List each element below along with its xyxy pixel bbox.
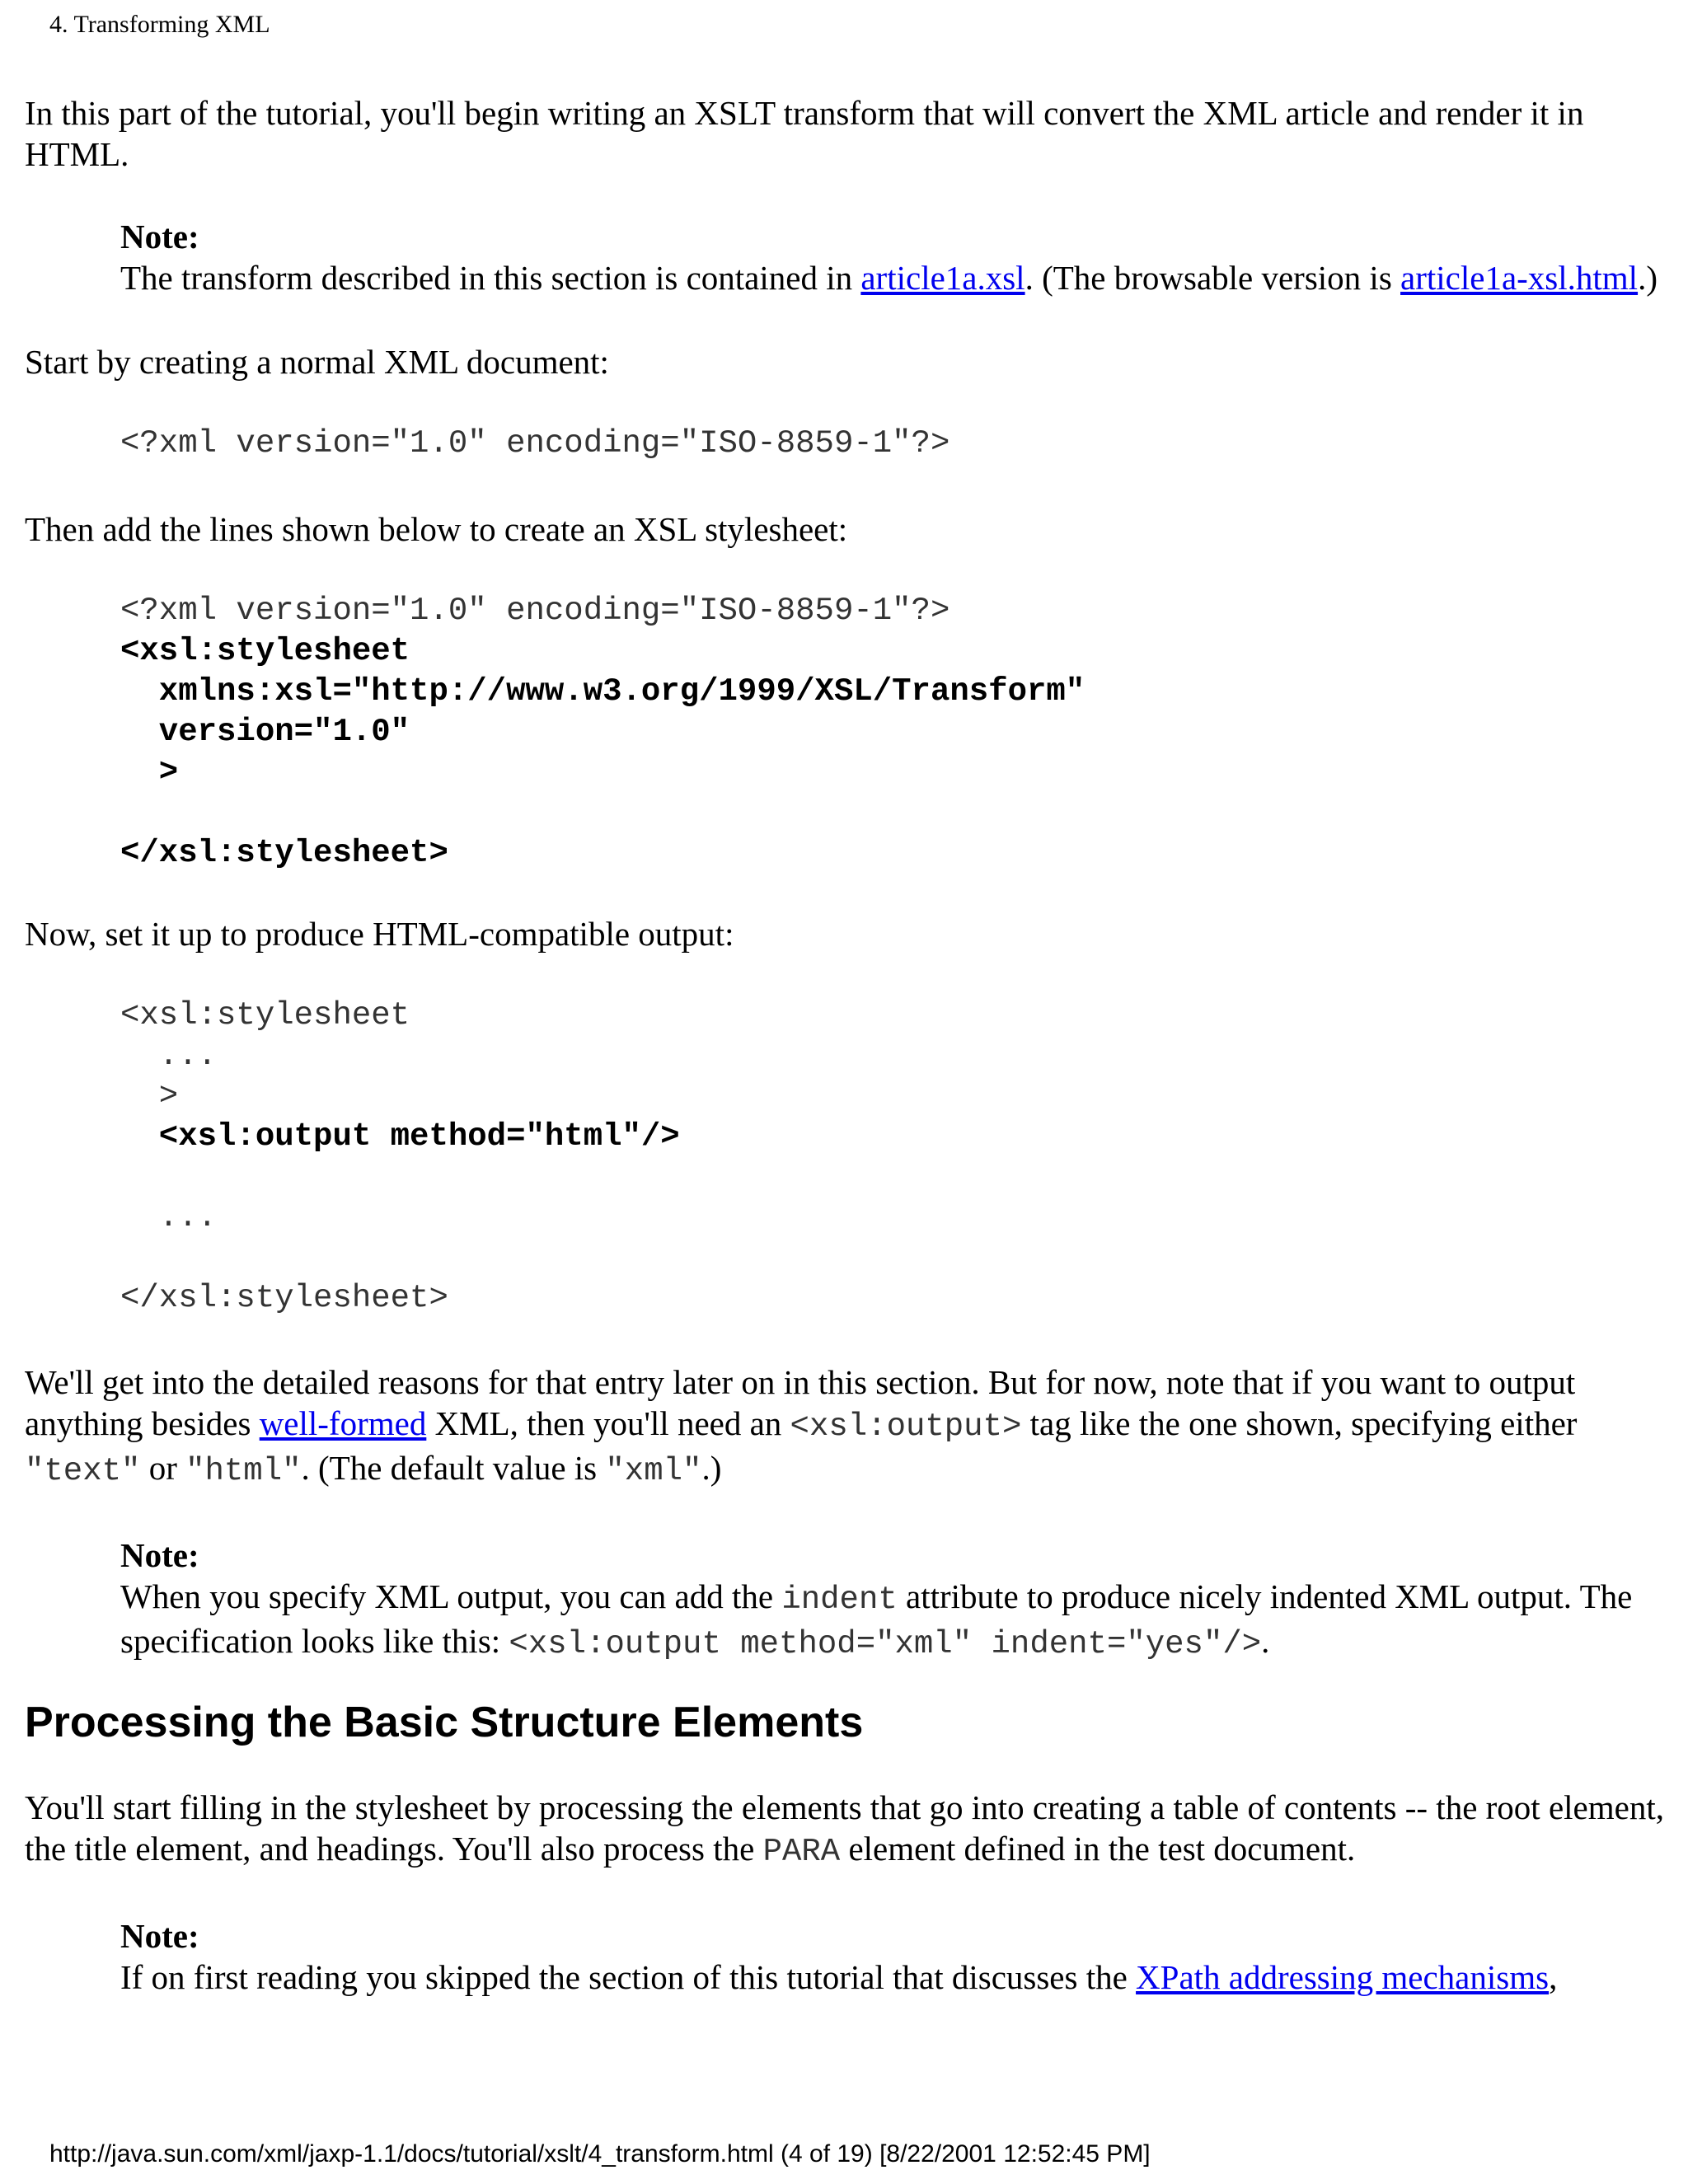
note-file-reference xyxy=(120,216,1665,298)
code-line: ... xyxy=(120,1199,218,1235)
inline-code: <xsl:output method="xml" indent="yes"/> xyxy=(509,1626,1262,1662)
inline-code: "xml" xyxy=(605,1453,702,1489)
text-run: or xyxy=(140,1449,186,1487)
intro-paragraph: In this part of the tutorial, you'll begin writing an XSLT transform that will convert the XML article and render it in HTML. xyxy=(25,94,1584,173)
step-add-stylesheet: Then add the lines shown below to create an XSL stylesheet: xyxy=(25,510,848,548)
text-run: tag like the one shown, specifying either xyxy=(1021,1404,1578,1442)
note-label: Note: xyxy=(120,1536,199,1574)
code-line-bold: > xyxy=(120,754,179,790)
code-xml-declaration xyxy=(120,424,1665,464)
section-intro-paragraph xyxy=(25,1787,1665,1872)
text-run: element defined in the test document. xyxy=(840,1830,1356,1868)
xpath-addressing-link[interactable]: XPath addressing mechanisms xyxy=(1136,1958,1550,1996)
text-run: XML, then you'll need an xyxy=(426,1404,790,1442)
code-line: <?xml version="1.0" encoding="ISO-8859-1"?> xyxy=(120,593,950,629)
code-line-bold: </xsl:stylesheet> xyxy=(120,835,448,871)
code-line: > xyxy=(120,1078,179,1114)
code-line-bold: version="1.0" xyxy=(120,714,410,750)
code-line: <?xml version="1.0" encoding="ISO-8859-1"?> xyxy=(120,425,950,462)
note-text: When you specify XML output, you can add the xyxy=(120,1577,782,1615)
note-text: The transform described in this section is contained in xyxy=(120,259,861,297)
step-create-document: Start by creating a normal XML document: xyxy=(25,343,609,381)
inline-code: indent xyxy=(781,1582,898,1618)
note-text: .) xyxy=(1638,259,1658,297)
note-indent-attribute xyxy=(120,1535,1665,1665)
code-line-bold: xmlns:xsl="http://www.w3.org/1999/XSL/Transform" xyxy=(120,673,1085,710)
article1a-xsl-link[interactable]: article1a.xsl xyxy=(860,259,1025,297)
text-run: .) xyxy=(701,1449,722,1487)
inline-code: PARA xyxy=(762,1834,841,1870)
note-text: If on first reading you skipped the section of this tutorial that discusses the xyxy=(120,1958,1137,1996)
article1a-xsl-html-link[interactable]: article1a-xsl.html xyxy=(1400,259,1639,297)
inline-code: "text" xyxy=(25,1453,141,1489)
inline-code: <xsl:output> xyxy=(790,1408,1022,1445)
page-header: 4. Transforming XML xyxy=(49,11,270,38)
code-line-bold: <xsl:output method="html"/> xyxy=(120,1118,680,1155)
step-html-output: Now, set it up to produce HTML-compatible output: xyxy=(25,915,734,953)
code-line: </xsl:stylesheet> xyxy=(120,1280,448,1316)
text-run: We'll get into the detailed reasons for that entry later on in this section. But for now, note that if you want to output anything besides xyxy=(25,1363,1576,1442)
well-formed-link[interactable]: well-formed xyxy=(259,1404,427,1442)
code-line: <xsl:stylesheet xyxy=(120,997,410,1033)
note-xpath xyxy=(120,1915,1665,1998)
code-line: ... xyxy=(120,1038,218,1074)
document-body xyxy=(25,92,1665,1998)
code-stylesheet-skeleton xyxy=(120,591,1665,874)
inline-code: "html" xyxy=(185,1453,302,1489)
note-text: attribute to produce nicely indented XML output. The specification looks like this: xyxy=(120,1577,1633,1660)
text-run: . (The default value is xyxy=(301,1449,606,1487)
code-output-method xyxy=(120,996,1665,1319)
page-footer-url: http://java.sun.com/xml/jaxp-1.1/docs/tutorial/xslt/4_transform.html (4 of 19) [8/22/2001 12:52:45 PM] xyxy=(49,2140,1151,2168)
text-run: You'll start filling in the stylesheet by processing the elements that go into creating a table of contents -- the root element, the title element, and headings. You'll also process the xyxy=(25,1788,1664,1868)
note-text: , xyxy=(1549,1958,1558,1996)
note-label: Note: xyxy=(120,1917,199,1955)
section-heading: Processing the Basic Structure Elements xyxy=(25,1699,864,1746)
code-line-bold: <xsl:stylesheet xyxy=(120,633,410,669)
note-text: . xyxy=(1261,1622,1270,1660)
note-label: Note: xyxy=(120,218,199,255)
explanation-paragraph xyxy=(25,1361,1665,1492)
note-text: . (The browsable version is xyxy=(1025,259,1401,297)
